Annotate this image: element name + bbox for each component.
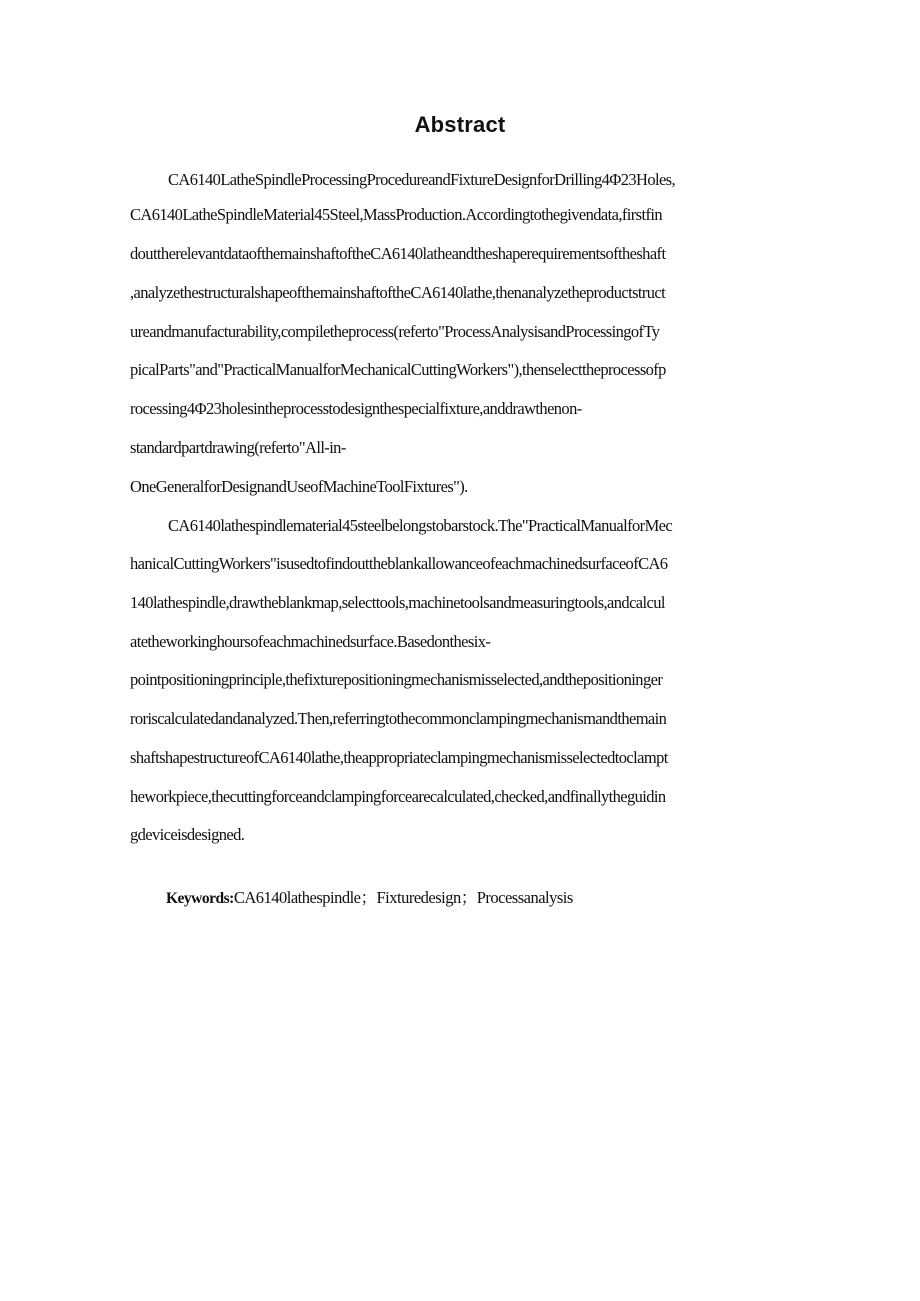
paragraph-line: hanicalCuttingWorkers"isusedtofindouttheblankallowanceofeachmachinedsurfaceofCA6 — [130, 554, 668, 573]
keywords-text: CA6140lathespindle；Fixturedesign；Processanalysis — [233, 888, 573, 907]
paragraph-line: shaftshapestructureofCA6140lathe,theappropriateclampingmechanismisselectedtoclampt — [130, 748, 668, 767]
paragraph-line: CA6140lathespindlematerial45steelbelongstobarstock.The"PracticalManualforMec — [168, 516, 673, 535]
paragraph-line: heworkpiece,thecuttingforceandclampingforcearecalculated,checked,andfinallytheguidin — [130, 787, 666, 806]
paragraph-line: ,analyzethestructuralshapeofthemainshaftoftheCA6140lathe,thenanalyzetheproductstruct — [130, 283, 666, 302]
paragraph-line: CA6140LatheSpindleProcessingProcedureandFixtureDesignforDrilling4Φ23Holes, — [168, 170, 676, 189]
keywords-label: Keywords: — [166, 890, 234, 907]
paragraph-line: douttherelevantdataofthemainshaftoftheCA6140latheandtheshaperequirementsoftheshaft — [130, 244, 666, 263]
paragraph-line: 140lathespindle,drawtheblankmap,selecttools,machinetoolsandmeasuringtools,andcalcul — [130, 593, 665, 612]
abstract-title: Abstract — [414, 112, 506, 137]
paragraph-line: atetheworkinghoursofeachmachinedsurface.Basedonthesix- — [130, 632, 491, 651]
paragraph-line: pointpositioningprinciple,thefixturepositioningmechanismisselected,andthepositioninger — [130, 670, 663, 689]
paragraph-line: picalParts"and"PracticalManualforMechanicalCuttingWorkers"),thenselecttheprocessofp — [130, 360, 666, 379]
paragraph-line: roriscalculatedandanalyzed.Then,referringtothecommonclampingmechanismandthemain — [130, 709, 667, 728]
paragraph-line: rocessing4Φ23holesintheprocesstodesignthespecialfixture,anddrawthenon- — [130, 399, 582, 418]
paragraph-line: gdeviceisdesigned. — [130, 825, 245, 844]
paragraph-line: ureandmanufacturability,compiletheprocess(referto"ProcessAnalysisandProcessingofTy — [130, 322, 660, 341]
paragraph-line: OneGeneralforDesignandUseofMachineToolFixtures"). — [130, 477, 468, 496]
paragraph-line: standardpartdrawing(referto"All-in- — [130, 438, 346, 457]
keywords-line — [166, 888, 573, 909]
paragraph-line: CA6140LatheSpindleMaterial45Steel,MassProduction.Accordingtothegivendata,firstfin — [130, 205, 662, 224]
